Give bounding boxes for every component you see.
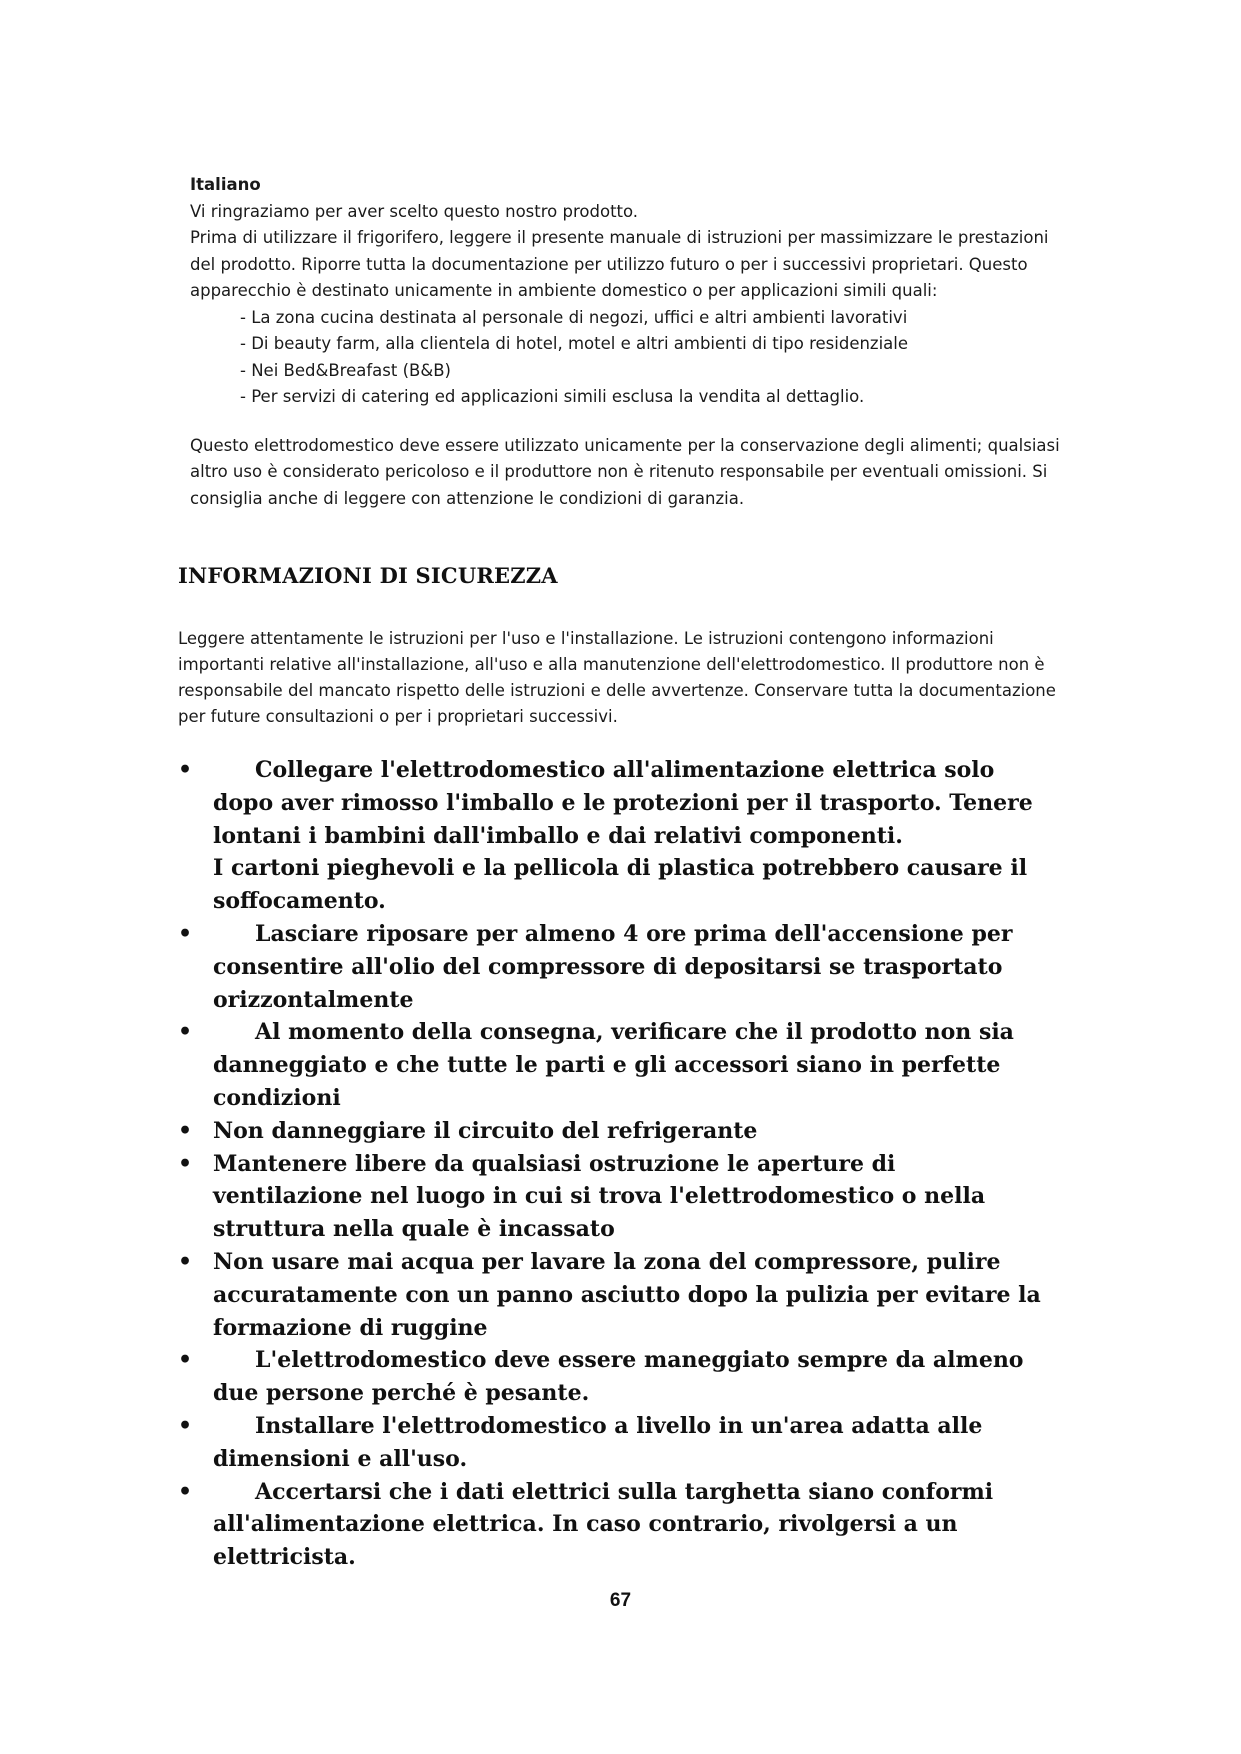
safety-item-line: all'alimentazione elettrica. In caso contrario, rivolgersi a un <box>213 1511 958 1538</box>
safety-item <box>178 754 1063 918</box>
bullet-icon: • <box>178 1248 193 1275</box>
safety-item <box>178 1115 1063 1148</box>
safety-item <box>178 1344 1063 1410</box>
safety-item-line: Al momento della consegna, verificare che il prodotto non sia <box>255 1019 1014 1046</box>
safety-item-line: condizioni <box>213 1084 341 1111</box>
safety-item-line: elettricista. <box>213 1544 356 1571</box>
safety-title: INFORMAZIONI DI SICUREZZA <box>178 563 558 588</box>
safety-item <box>178 1476 1063 1574</box>
safety-item <box>178 1016 1063 1114</box>
safety-item-line: I cartoni pieghevoli e la pellicola di plastica potrebbero causare il <box>213 855 1028 882</box>
bullet-icon: • <box>178 1150 193 1177</box>
safety-item-line: due persone perché è pesante. <box>213 1380 590 1407</box>
safety-list <box>178 754 1063 1574</box>
safety-item-line: dimensioni e all'uso. <box>213 1445 468 1472</box>
language-heading: Italiano <box>190 175 261 194</box>
usage-note: Questo elettrodomestico deve essere utilizzato unicamente per la conservazione degli alimenti; qualsiasi altro uso è considerato pericoloso e il produttore non è ritenuto responsabile per eventuali omissioni. Si consiglia anche di leggere con attenzione le condizioni di garanzia. <box>190 435 1060 508</box>
safety-item-line: Accertarsi che i dati elettrici sulla targhetta siano conformi <box>255 1478 994 1505</box>
safety-item-line: Non danneggiare il circuito del refrigerante <box>213 1117 758 1144</box>
use-item: - La zona cucina destinata al personale di negozi, uffici e altri ambienti lavorativi <box>240 307 908 327</box>
safety-item <box>178 1148 1063 1246</box>
bullet-icon: • <box>178 757 193 783</box>
safety-item-line: accuratamente con un panno asciutto dopo la pulizia per evitare la <box>213 1281 1041 1308</box>
safety-item-line: orizzontalmente <box>213 986 414 1013</box>
intro-section <box>190 172 1070 512</box>
safety-item-line: ventilazione nel luogo in cui si trova l'elettrodomestico o nella <box>213 1183 986 1210</box>
safety-item-line: Installare l'elettrodomestico a livello in un'area adatta alle <box>255 1412 983 1439</box>
safety-item-line: Non usare mai acqua per lavare la zona del compressore, pulire <box>213 1248 1001 1275</box>
bullet-icon: • <box>178 1117 193 1144</box>
uses-list <box>190 305 1070 411</box>
safety-item-line: dopo aver rimosso l'imballo e le protezioni per il trasporto. Tenere <box>213 789 1033 816</box>
safety-item-line: soffocamento. <box>213 888 386 915</box>
safety-item-line: formazione di ruggine <box>213 1314 488 1341</box>
bullet-icon: • <box>178 1019 193 1046</box>
use-item: - Di beauty farm, alla clientela di hotel, motel e altri ambienti di tipo residenziale <box>240 334 909 353</box>
safety-item-line: Mantenere libere da qualsiasi ostruzione le aperture di <box>213 1150 896 1177</box>
safety-item-line: danneggiato e che tutte le parti e gli accessori siano in perfette <box>213 1052 1001 1079</box>
intro-paragraph: Prima di utilizzare il frigorifero, leggere il presente manuale di istruzioni per massimizzare le prestazioni del prodotto. Riporre tutta la documentazione per utilizzo futuro o per i successivi proprietari. Questo apparecchio è destinato unicamente in ambiente domestico o per applicazioni simili quali: <box>190 228 1049 300</box>
use-item: - Nei Bed&Breafast (B&B) <box>240 360 451 380</box>
safety-item <box>178 918 1063 1016</box>
safety-item <box>178 1246 1063 1344</box>
bullet-icon: • <box>178 1412 193 1439</box>
safety-item-line: lontani i bambini dall'imballo e dai relativi componenti. <box>213 822 903 849</box>
safety-intro: Leggere attentamente le istruzioni per l'uso e l'installazione. Le istruzioni contengono informazioni importanti relative all'installazione, all'uso e alla manutenzione dell'elettrodomestico. Il produttore non è responsabile del mancato rispetto delle istruzioni e delle avvertenze. Conservare tutta la documentazione per future consultazioni o per i proprietari successivi. <box>178 629 1056 726</box>
safety-item-line: consentire all'olio del compressore di depositarsi se trasportato <box>213 953 1003 980</box>
thanks-text: Vi ringraziamo per aver scelto questo nostro prodotto. <box>190 201 639 221</box>
bullet-icon: • <box>178 1347 193 1374</box>
page-number: 67 <box>609 1590 632 1611</box>
bullet-icon: • <box>178 920 193 947</box>
safety-item-line: L'elettrodomestico deve essere maneggiato sempre da almeno <box>255 1347 1024 1374</box>
safety-item-line: struttura nella quale è incassato <box>213 1216 615 1243</box>
use-item: - Per servizi di catering ed applicazioni simili esclusa la vendita al dettaglio. <box>240 387 865 406</box>
safety-item <box>178 1410 1063 1476</box>
safety-item-line: Lasciare riposare per almeno 4 ore prima dell'accensione per <box>255 920 1013 947</box>
safety-item-line: Collegare l'elettrodomestico all'alimentazione elettrica solo <box>255 757 995 783</box>
bullet-icon: • <box>178 1478 193 1505</box>
